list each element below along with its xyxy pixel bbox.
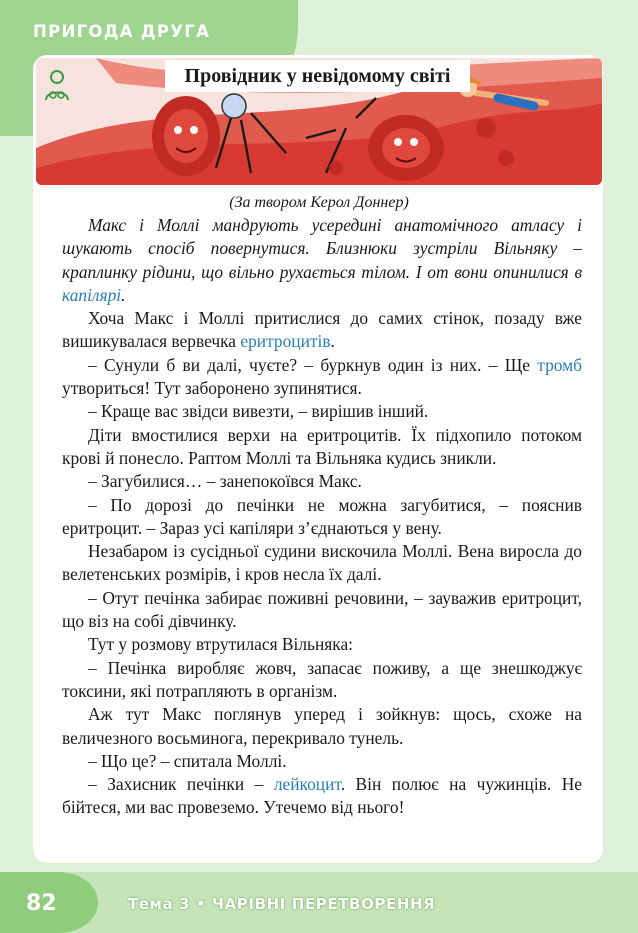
story-text [62,214,582,820]
term-link[interactable]: тромб [537,354,582,375]
brain-heart-icon [42,68,72,102]
story-paragraph: Аж тут Макс поглянув уперед і зойкнув: щось, схоже на величезного восьминога, перекривало тунель. [62,704,582,748]
attribution: (За твором Керол Доннер) [229,194,409,211]
story-paragraph: – Захисник печінки – лейкоцит. Він полює на чужинців. Не бійтеся, ми вас провеземо. Утечемо від нього! [62,774,582,818]
page-number: 82 [26,891,57,916]
story-paragraph: Діти вмостилися верхи на еритроцитів. Їх підхопило потоком крові й понесло. Раптом Моллі та Вільняка кудись зникли. [62,424,582,468]
story-paragraph: – Загубилися… – занепокоївся Макс. [88,471,362,492]
story-paragraph: – Краще вас звідси вивезти, – вирішив інший. [88,401,429,422]
story-paragraph: – Що це? – спитала Моллі. [88,750,287,771]
story-paragraph: Хоча Макс і Моллі притислися до самих стінок, позаду вже вишикувалася вервечка еритроцитів. [62,308,582,352]
story-paragraph: – Сунули б ви далі, чуєте? – буркнув один із них. – Ще тромб утвориться! Тут заборонено зупинятися. [62,354,582,399]
story-paragraph: Незабаром із сусідньої судини вискочила Моллі. Вена виросла до велетенських розмірів, і кров несла їх далі. [62,541,582,585]
section-label: ПРИГОДА ДРУГА [33,22,211,41]
story-paragraph: – Печінка виробляє жовч, запасає поживу, а ще знешкоджує токсини, які потрапляють в організм. [62,657,582,701]
story-paragraph: Тут у розмову втрутилася Вільняка: [88,634,354,655]
term-link[interactable]: лейкоцит [273,774,341,795]
term-link[interactable]: капілярі [62,284,122,305]
term-link[interactable]: еритроцитів [240,331,331,352]
intro-paragraph: Макс і Моллі мандрують усередині анатомічного атласу і шукають спосіб повернутися. Близнюки зустріли Вільняку – краплинку рідини, що вільно рухається тілом. І от вони опинилися в капілярі. [62,215,582,305]
chapter-title: Тема 3 • ЧАРІВНІ ПЕРЕТВОРЕННЯ [128,895,436,913]
story-paragraph: – Отут печінка забирає поживні речовини, – зауважив еритроцит, що віз на собі дівчинку. [62,587,582,632]
story-title: Провідник у невідомому світі [165,60,470,92]
story-paragraph: – По дорозі до печінки не можна загубитися, – пояснив еритроцит. – Зараз усі капіляри з’єднаються у вену. [62,494,582,538]
